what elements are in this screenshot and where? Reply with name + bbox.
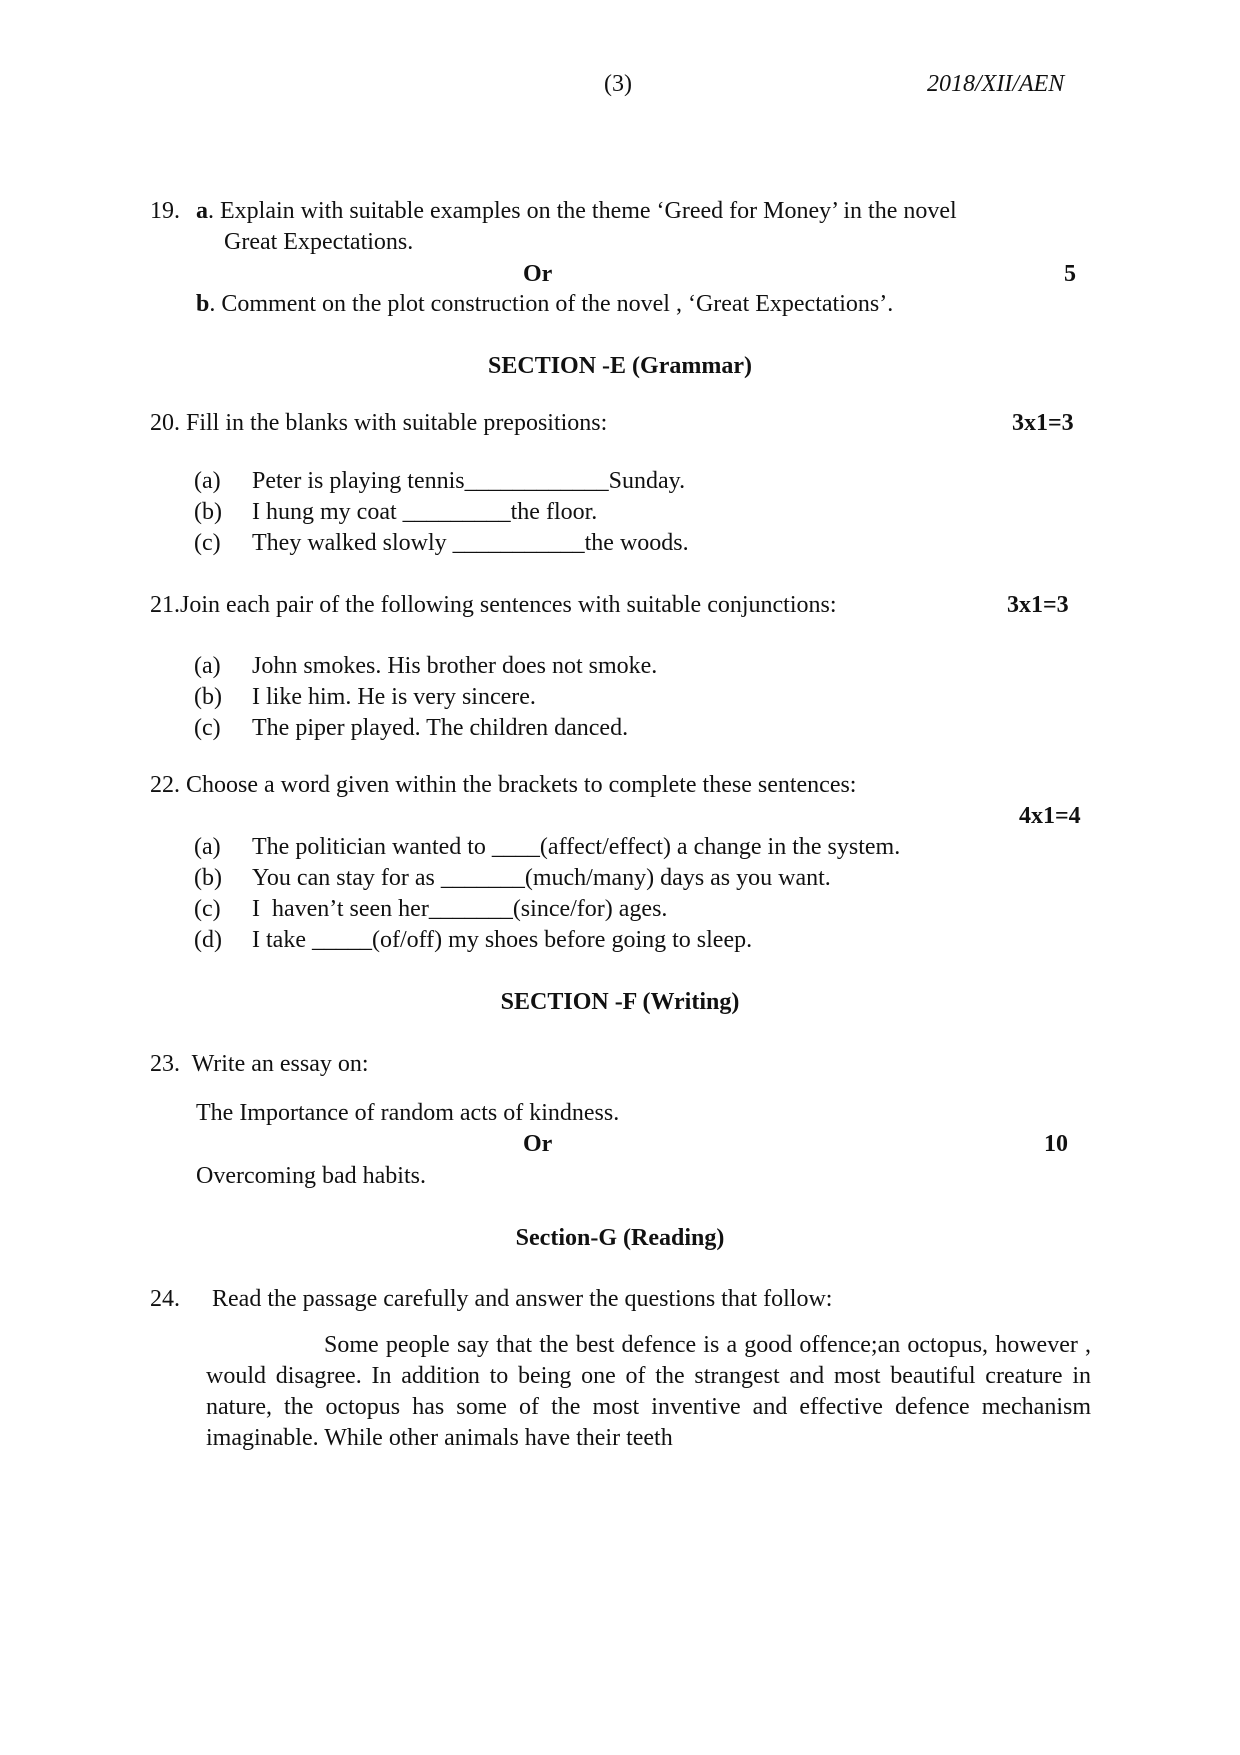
item-text: Peter is playing tennis____________Sunday. (252, 468, 686, 494)
item-text: They walked slowly ___________the woods. (252, 530, 689, 556)
item-label: (a) (194, 468, 221, 494)
item-label: (a) (194, 834, 221, 860)
option-a-continuation: Great Expectations. (224, 229, 414, 255)
item-text: The piper played. The children danced. (252, 715, 629, 741)
item-label: (c) (194, 896, 221, 922)
or-separator: Or (523, 261, 553, 287)
option-a (196, 197, 957, 226)
item-label: (b) (194, 865, 222, 891)
question-text: Read the passage carefully and answer the questions that follow: (212, 1286, 833, 1312)
marks: 3x1=3 (1007, 592, 1069, 618)
marks: 5 (1064, 261, 1076, 287)
item-text: I hung my coat _________the floor. (252, 499, 598, 525)
marks: 3x1=3 (1012, 410, 1074, 436)
marks: 4x1=4 (1019, 803, 1081, 829)
marks: 10 (1044, 1131, 1068, 1157)
question-number: 19. (150, 198, 180, 224)
option-label: a (196, 198, 208, 224)
item-label: (b) (194, 499, 222, 525)
item-text: I haven’t seen her_______(since/for) ages. (252, 896, 668, 922)
question-text: 20. Fill in the blanks with suitable prepositions: (150, 410, 608, 436)
item-label: (c) (194, 530, 221, 556)
page-number: (3) (604, 71, 632, 97)
option-text: . Comment on the plot construction of the novel , ‘Great Expectations’. (209, 291, 894, 317)
section-heading: Section-G (Reading) (515, 1225, 725, 1251)
option-b (196, 290, 893, 319)
section-heading: SECTION -F (Writing) (500, 989, 740, 1015)
question-text: 22. Choose a word given within the brackets to complete these sentences: (150, 772, 857, 798)
question-text: 23. Write an essay on: (150, 1051, 369, 1077)
item-label: (a) (194, 653, 221, 679)
item-text: I like him. He is very sincere. (252, 684, 536, 710)
question-text: 21.Join each pair of the following sentences with suitable conjunctions: (150, 592, 837, 618)
item-text: John smokes. His brother does not smoke. (252, 653, 658, 679)
essay-option: The Importance of random acts of kindness. (196, 1100, 620, 1126)
essay-option: Overcoming bad habits. (196, 1163, 426, 1189)
item-text: I take _____(of/off) my shoes before going to sleep. (252, 927, 753, 953)
item-label: (c) (194, 715, 221, 741)
item-text: You can stay for as _______(much/many) days as you want. (252, 865, 831, 891)
item-label: (b) (194, 684, 222, 710)
or-separator: Or (523, 1131, 553, 1157)
question-number: 24. (150, 1286, 180, 1312)
item-text: The politician wanted to ____(affect/effect) a change in the system. (252, 834, 901, 860)
section-heading: SECTION -E (Grammar) (488, 353, 752, 379)
paper-code: 2018/XII/AEN (927, 71, 1065, 97)
option-label: b (196, 291, 210, 317)
item-label: (d) (194, 927, 222, 953)
reading-passage: Some people say that the best defence is a good offence;an octopus, however , would disagree. In addition to being one of the strangest and most beautiful creature in nature, the octopus has some of the most inventive and effective defence mechanism imaginable. While other animals have their teeth (206, 1332, 1091, 1451)
option-text: . Explain with suitable examples on the theme ‘Greed for Money’ in the novel (208, 198, 957, 224)
